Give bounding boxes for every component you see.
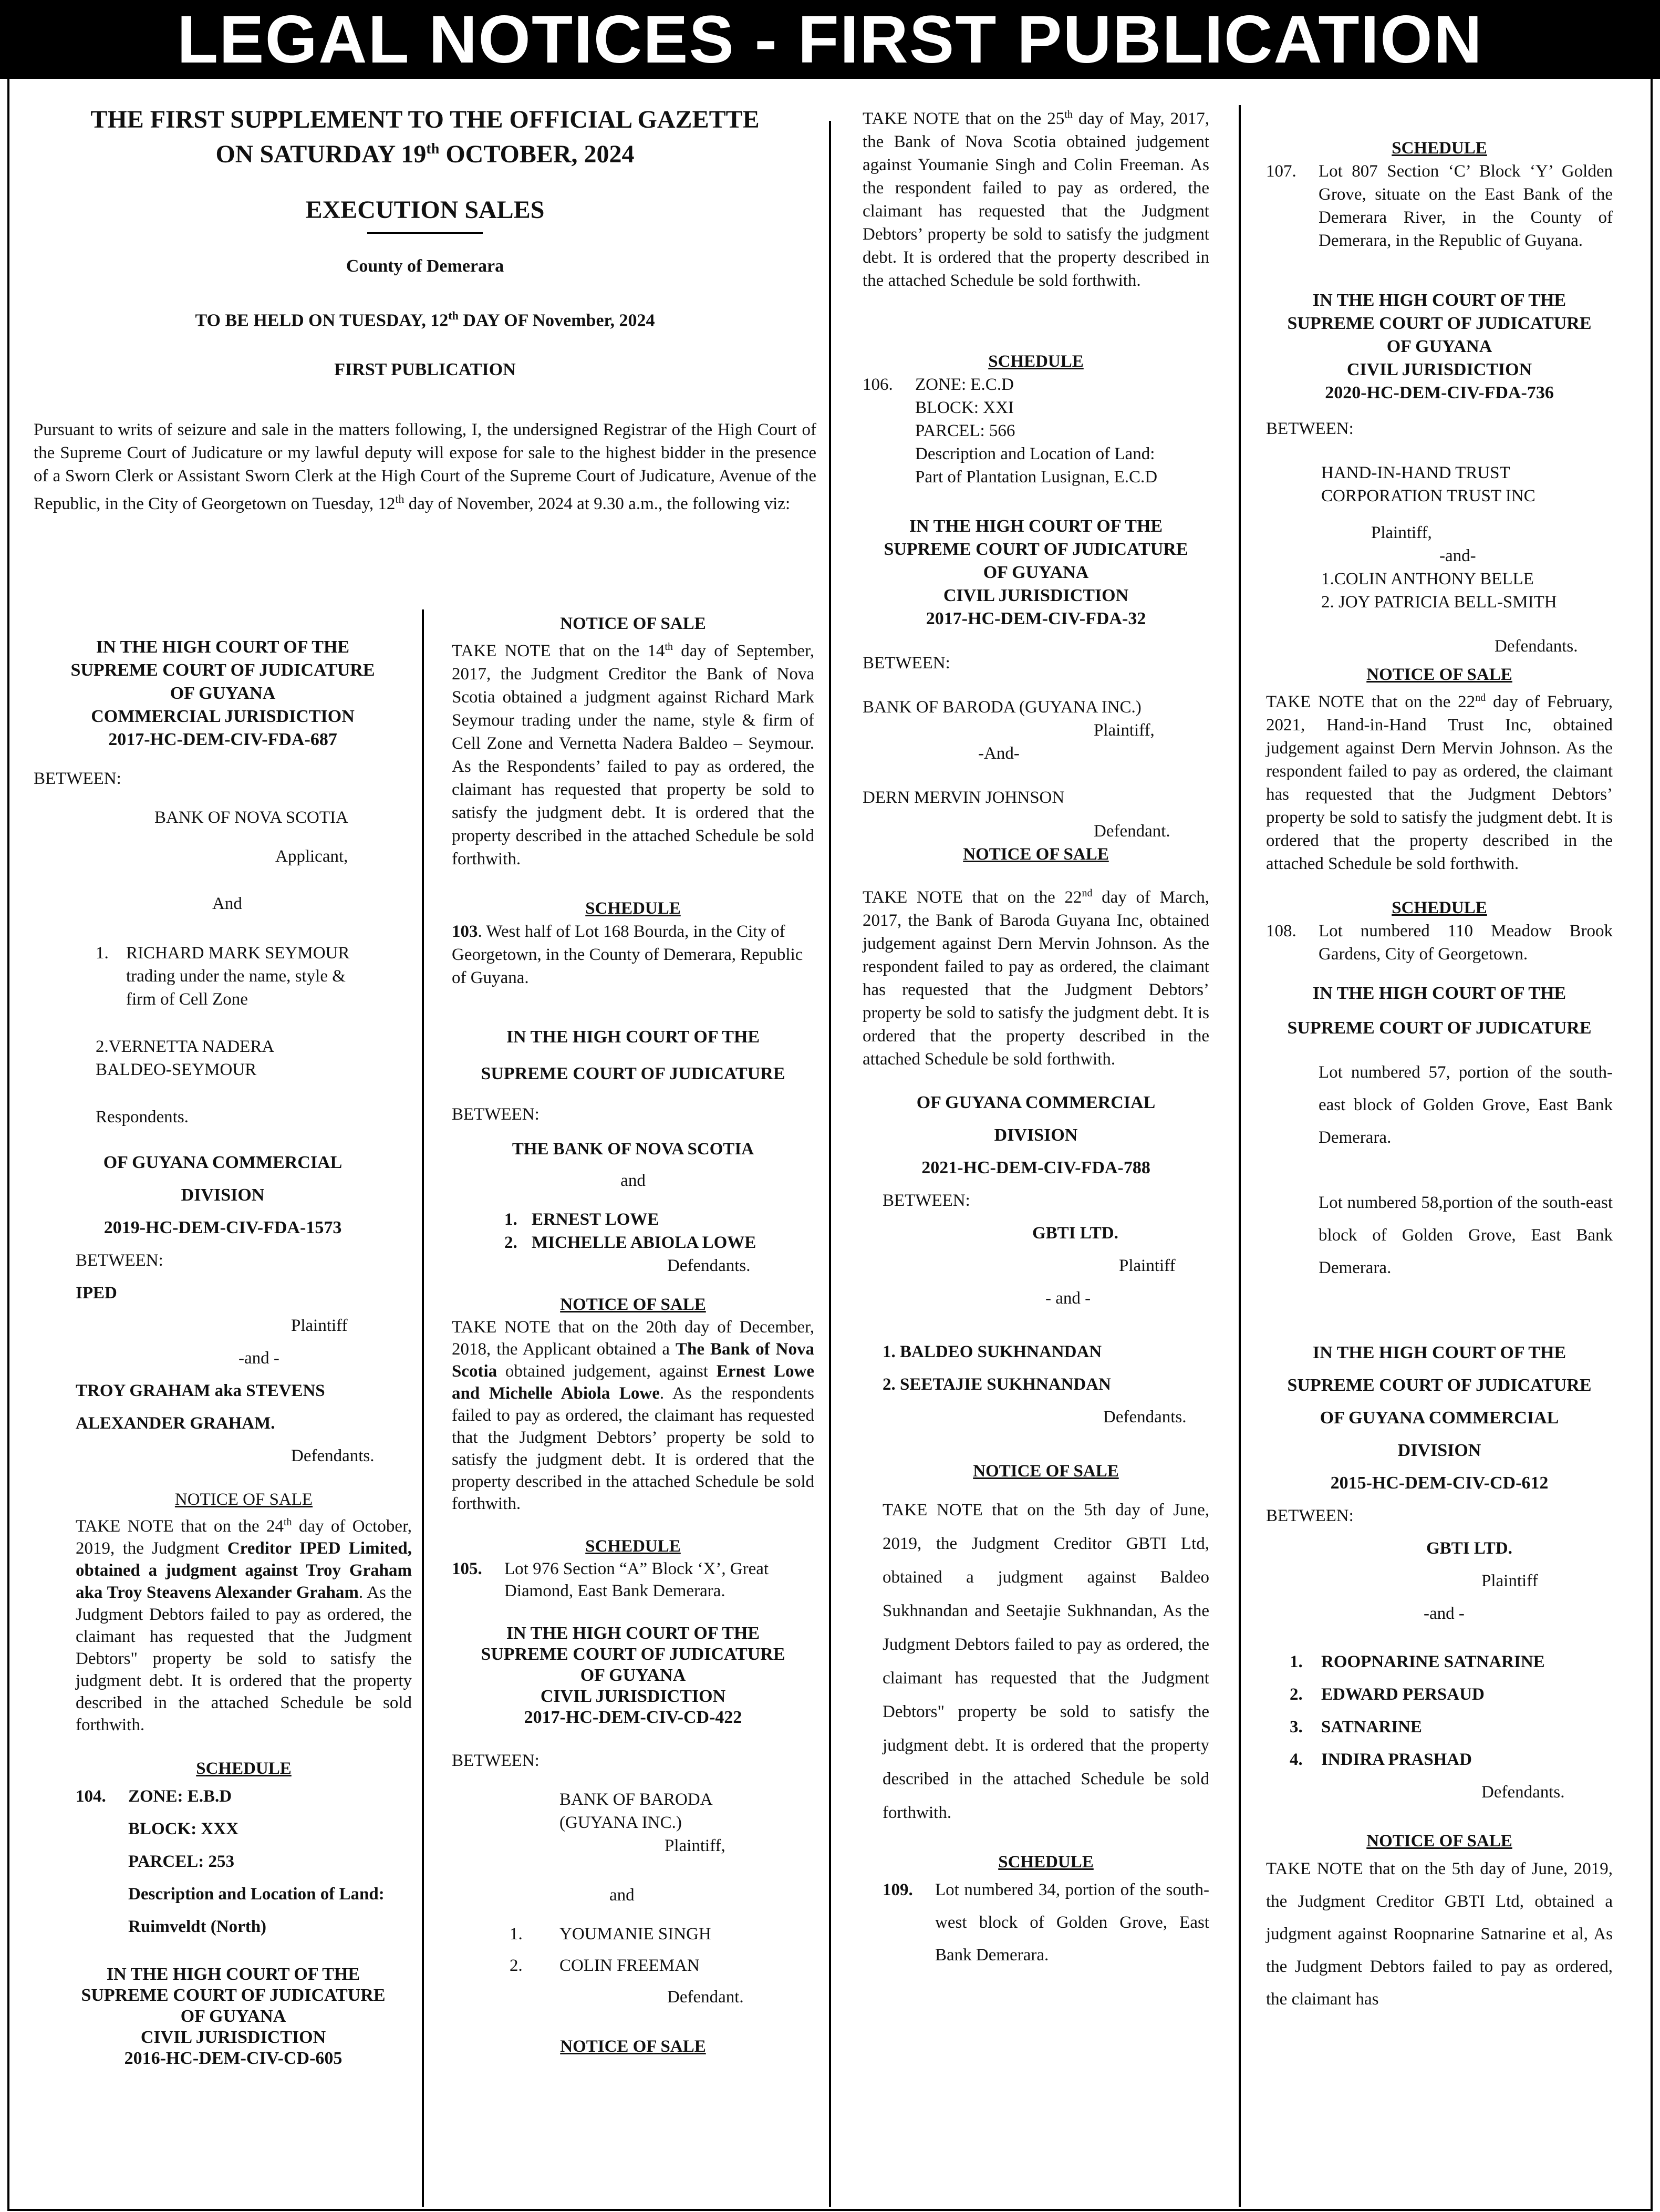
schedule-line: ZONE: E.C.D [915, 375, 1014, 394]
plaintiff-role: Plaintiff, [1371, 523, 1432, 542]
schedule-line: PARCEL: 566 [915, 421, 1015, 440]
defendant-name: DERN MERVIN JOHNSON [863, 788, 1065, 807]
defendant-name: 2. JOY PATRICIA BELL-SMITH [1321, 593, 1557, 612]
schedule-109 [863, 1874, 1209, 1971]
page-banner [0, 0, 1660, 79]
schedule-107 [1266, 160, 1613, 252]
court-line: SUPREME COURT OF JUDICATURE [70, 660, 375, 680]
court-line: DIVISION [994, 1125, 1078, 1145]
respondent-1 [34, 942, 412, 1011]
held-date [34, 304, 816, 332]
notice-sup: th [665, 641, 673, 653]
schedule-text: Lot numbered 34, portion of the south-west block of Golden Grove, East Bank Demerara. [935, 1880, 1209, 1965]
notice-of-sale-title: NOTICE OF SALE [560, 1295, 706, 1314]
between-label: BETWEEN: [883, 1191, 970, 1210]
notice-post: . As the Judgment Debtors failed to pay as ordered, the claimant has requested that the Judgment Debtors" property be sold to satisfy the judgment debt. It is ordered that the property described in the attached Schedule be sold forthwith. [76, 1583, 412, 1734]
column-4 [1266, 137, 1613, 2015]
plaintiff-line: BANK OF BARODA [559, 1790, 713, 1809]
and-label: -And- [978, 744, 1020, 763]
court-line: OF GUYANA COMMERCIAL [916, 1093, 1156, 1112]
schedule-title: SCHEDULE [988, 352, 1084, 371]
defendant-name: 1.COLIN ANTHONY BELLE [1321, 570, 1534, 588]
court-line: IN THE HIGH COURT OF THE [506, 1027, 760, 1047]
court-line: DIVISION [1397, 1441, 1481, 1460]
defendant-number: 2. [1290, 1685, 1303, 1704]
intro-body-pre: Pursuant to writs of seizure and sale in the matters following, I, the undersigned Registrar of the High Court of the Supreme Court of Judicature or my lawful deputy will expose for sale to the highest bidder in the presence of a Sworn Clerk or Assistant Sworn Clerk at the High Court of the Supreme Court of Judicature, Avenue of the Republic, in the City of Georgetown on Tuesday, 12 [34, 420, 816, 514]
plaintiff-name: BANK OF BARODA (GUYANA INC.) [863, 698, 1142, 717]
between-label: BETWEEN: [76, 1251, 163, 1270]
gazette-date-post: OCTOBER, 2024 [439, 140, 635, 168]
column-2 [452, 612, 814, 2058]
defendants-role: Defendants. [1103, 1408, 1187, 1427]
schedule-number: 104. [76, 1787, 106, 1806]
notice-of-sale-body: TAKE NOTE that on the 5th day of June, 2019, the Judgment Creditor GBTI Ltd, obtained a judgment against Roopnarine Satnarine et al, As the Judgment Debtors failed to pay as ordered, the claimant has [1266, 1859, 1613, 2009]
notice-sup: nd [1082, 887, 1093, 899]
court-line: OF GUYANA [180, 2007, 286, 2026]
schedule-number: 107. [1266, 162, 1296, 181]
defendant-name: 1. BALDEO SUKHNANDAN [883, 1342, 1102, 1361]
court-header-1573 [34, 1146, 412, 1244]
lot-57-text: Lot numbered 57, portion of the south-east block of Golden Grove, East Bank Demerara. [1319, 1063, 1613, 1147]
defendant-name: ALEXANDER GRAHAM. [76, 1414, 275, 1433]
defendant-number: 4. [1290, 1750, 1303, 1769]
defendant-name: ROOPNARINE SATNARINE [1321, 1652, 1545, 1671]
schedule-line: ZONE: E.B.D [128, 1787, 232, 1806]
court-line: SUPREME COURT OF JUDICATURE [1287, 1376, 1592, 1395]
court-line: IN THE HIGH COURT OF THE [1312, 984, 1566, 1003]
notice-of-sale-body [34, 1511, 412, 1736]
and-label: and [620, 1171, 646, 1190]
notice-text: . As the respondents failed to pay as ordered, the claimant has requested that the Judgment Debtors’ property be sold to satisfy the judgment debt. It is ordered that the property described in the attached Schedule be sold forthwith. [452, 1384, 814, 1513]
schedule-line: Description and Location of Land: [128, 1885, 385, 1904]
defendant-name: MICHELLE ABIOLA LOWE [532, 1233, 756, 1252]
schedule-104 [34, 1780, 412, 1943]
respondent-line: BALDEO-SEYMOUR [96, 1060, 257, 1079]
respondent-line: firm of Cell Zone [126, 990, 248, 1009]
defendant-name: COLIN FREEMAN [559, 1956, 700, 1975]
case-number: 2017-HC-DEM-CIV-CD-422 [524, 1708, 742, 1727]
defendant-2 [452, 1954, 814, 1977]
column-1 [34, 636, 412, 2069]
court-header-32 [863, 515, 1209, 630]
court-header-736 [1266, 289, 1613, 405]
plaintiff-role: Plaintiff, [1094, 721, 1155, 740]
plaintiff-role: Plaintiff [291, 1316, 348, 1335]
court-header-788 [863, 1087, 1209, 1184]
case-number: 2020-HC-DEM-CIV-FDA-736 [1325, 383, 1554, 402]
notice-of-sale-body [1266, 686, 1613, 875]
plaintiff-line: HAND-IN-HAND TRUST [1321, 463, 1510, 482]
schedule-number: 103 [452, 922, 478, 941]
court-line: DIVISION [181, 1185, 265, 1205]
plaintiff-line: (GUYANA INC.) [559, 1813, 682, 1832]
court-line: OF GUYANA [170, 684, 276, 703]
notice-post: day of February, 2021, Hand-in-Hand Trust Inc, obtained judgement against Dern Mervin Johnson. As the respondent failed to pay as ordered, the claimant has requested that the Judgment Debtors’ property be sold to satisfy the judgment debt. It is ordered that the property described in the attached Schedule be sold forthwith. [1266, 692, 1613, 873]
defendant-item [1266, 1646, 1613, 1678]
respondent-line: RICHARD MARK SEYMOUR [126, 944, 350, 963]
notice-pre: TAKE NOTE that on the 24 [76, 1517, 284, 1536]
notice-post: day of May, 2017, the Bank of Nova Scotia obtained judgement against Youmanie Singh and Colin Freeman. As the respondent failed to pay as ordered, the claimant has requested that the Judgment Debtors’ property be sold to satisfy the judgment debt. It is ordered that the property described in the attached Schedule be sold forthwith. [863, 109, 1209, 290]
case-number: 2017-HC-DEM-CIV-FDA-687 [108, 730, 337, 749]
held-sup: th [448, 309, 459, 322]
notice-of-sale-title: NOTICE OF SALE [560, 614, 706, 633]
defendant-name: ERNEST LOWE [532, 1210, 659, 1229]
notice-of-sale-body [863, 882, 1209, 1071]
case-number: 2016-HC-DEM-CIV-CD-605 [124, 2049, 343, 2068]
gazette-title [34, 105, 816, 169]
plaintiff-block [1266, 461, 1613, 508]
schedule-line: PARCEL: 253 [128, 1852, 234, 1871]
court-line: SUPREME COURT OF JUDICATURE [1287, 314, 1592, 333]
court-line: IN THE HIGH COURT OF THE [909, 516, 1163, 536]
court-line: OF GUYANA [580, 1666, 686, 1685]
schedule-106 [863, 373, 1209, 489]
defendant-item [1266, 1678, 1613, 1711]
case-number: 2021-HC-DEM-CIV-FDA-788 [921, 1158, 1150, 1177]
court-line: IN THE HIGH COURT OF THE [1312, 291, 1566, 310]
intro-paragraph [34, 418, 816, 515]
schedule-title: SCHEDULE [585, 1537, 681, 1556]
schedule-line: BLOCK: XXI [915, 398, 1014, 417]
court-line: OF GUYANA COMMERCIAL [103, 1153, 343, 1172]
intro-section [34, 105, 816, 515]
court-line: IN THE HIGH COURT OF THE [506, 1624, 760, 1643]
notice-of-sale-title: NOTICE OF SALE [174, 1490, 313, 1509]
plaintiff-role: Plaintiff [1481, 1572, 1538, 1590]
schedule-title: SCHEDULE [998, 1853, 1094, 1872]
defendants-role: Defendants. [667, 1256, 751, 1275]
defendant-name: SATNARINE [1321, 1718, 1422, 1736]
plaintiff-name: GBTI LTD. [1426, 1539, 1512, 1558]
and-label: and [609, 1886, 635, 1905]
respondent-line: 2.VERNETTA NADERA [96, 1037, 275, 1056]
column-3 [863, 103, 1209, 1971]
defendants-role: Defendants. [1481, 1783, 1565, 1802]
defendant-item [1266, 1711, 1613, 1743]
publication-label: FIRST PUBLICATION [334, 360, 516, 380]
notice-of-sale-body: TAKE NOTE that on the 5th day of June, 2019, the Judgment Creditor GBTI Ltd, obtained a judgment against Baldeo Sukhnandan and Seetajie Sukhnandan, As the Judgment Debtors failed to pay as ordered, the claimant has requested that the Judgment Debtors" property be sold to satisfy the judgment debt. It is ordered that the property described in the attached Schedule be sold forthwith. [883, 1501, 1209, 1822]
plaintiff-role: Plaintiff [1119, 1256, 1176, 1275]
divider-col3-col4 [1239, 105, 1241, 2207]
schedule-line: Description and Location of Land: [915, 445, 1155, 463]
schedule-105 [452, 1558, 814, 1602]
defendant-name: INDIRA PRASHAD [1321, 1750, 1472, 1769]
between-label: BETWEEN: [34, 769, 121, 788]
banner-title: LEGAL NOTICES - FIRST PUBLICATION [177, 2, 1483, 77]
defendant-role: Defendant. [667, 1988, 744, 2007]
court-line: OF GUYANA COMMERCIAL [1320, 1408, 1559, 1428]
schedule-title: SCHEDULE [196, 1759, 292, 1778]
schedule-text: Lot 976 Section “A” Block ‘X’, Great Diamond, East Bank Demerara. [504, 1559, 769, 1600]
between-label: BETWEEN: [452, 1105, 540, 1124]
notice-of-sale-body [863, 103, 1209, 292]
applicant-role: Applicant, [275, 847, 348, 866]
notice-post: day of September, 2017, the Judgment Creditor the Bank of Nova Scotia obtained a judgment against Richard Mark Seymour trading under the name, style & firm of Cell Zone and Vernetta Nadera Baldeo – Seymour. As the Respondents’ failed to pay as ordered, the claimant has requested that property be sold to satisfy the judgment debt. It is ordered that the property described in the attached Schedule be sold forthwith. [452, 642, 814, 869]
court-line: SUPREME COURT OF JUDICATURE [481, 1064, 785, 1083]
held-post: DAY OF November, 2024 [458, 311, 655, 330]
defendant-name: EDWARD PERSAUD [1321, 1685, 1485, 1704]
court-line: SUPREME COURT OF JUDICATURE [1287, 1018, 1592, 1038]
respondents-role: Respondents. [96, 1108, 189, 1126]
title-rule [367, 232, 483, 234]
schedule-text: Lot numbered 110 Meadow Brook Gardens, City of Georgetown. [1319, 922, 1613, 964]
and-label: -and- [1439, 546, 1476, 565]
notice-sup: th [1064, 109, 1073, 120]
schedule-text: . West half of Lot 168 Bourda, in the City of Georgetown, in the County of Demerara, Republic of Guyana. [452, 922, 803, 987]
gazette-date-sup: th [426, 141, 440, 157]
defendant-role: Defendants. [1495, 637, 1578, 656]
plaintiff-line: CORPORATION TRUST INC [1321, 487, 1536, 505]
defendant-number: 1. [1290, 1652, 1303, 1671]
county-label: County of Demerara [346, 256, 504, 276]
notice-text: obtained judgement, against [497, 1362, 717, 1381]
defendant-1 [452, 1922, 814, 1946]
court-line: CIVIL JURISDICTION [943, 586, 1129, 605]
schedule-line: Part of Plantation Lusignan, E.C.D [915, 468, 1158, 487]
notice-of-sale-body [452, 635, 814, 871]
held-pre: TO BE HELD ON TUESDAY, 12 [195, 311, 449, 330]
schedule-title: SCHEDULE [585, 899, 681, 918]
defendant-role: Defendant. [1094, 822, 1170, 841]
court-line: IN THE HIGH COURT OF THE [106, 1965, 360, 1984]
divider-col2-col3 [829, 121, 831, 2207]
court-line: OF GUYANA [983, 563, 1089, 582]
and-label: - and - [1045, 1289, 1091, 1308]
case-number: 2019-HC-DEM-CIV-FDA-1573 [103, 1218, 342, 1237]
notice-text: TAKE NOTE that on the 20th day of December, 2018, the Applicant obtained a [452, 1318, 814, 1359]
defendant-1 [452, 1208, 814, 1231]
court-line: COMMERCIAL JURISDICTION [91, 707, 355, 726]
applicant-name: BANK OF NOVA SCOTIA [154, 808, 348, 827]
parties-1573 [34, 1244, 412, 1472]
notice-bold: The Bank of Nova Scotia [452, 1340, 814, 1381]
schedule-title: SCHEDULE [1392, 139, 1487, 158]
parties-788 [863, 1184, 1209, 1433]
divider-col1-col2 [422, 609, 424, 2207]
court-header [452, 1019, 814, 1092]
between-label: BETWEEN: [452, 1751, 540, 1770]
defendants-role: Defendants. [291, 1446, 375, 1465]
court-line: SUPREME COURT OF JUDICATURE [81, 1986, 386, 2005]
case-number: 2017-HC-DEM-CIV-FDA-32 [926, 609, 1146, 628]
intro-body-post: day of November, 2024 at 9.30 a.m., the following viz: [404, 494, 791, 514]
intro-body-sup: th [395, 492, 404, 506]
schedule-text: Lot 807 Section ‘C’ Block ‘Y’ Golden Grove, situate on the East Bank of the Demerara River, in the County of Demerara, in the Republic of Guyana. [1319, 162, 1613, 250]
defendant-name: YOUMANIE SINGH [559, 1925, 711, 1944]
defendant-name: 2. SEETAJIE SUKHNANDAN [883, 1375, 1111, 1394]
and-label: -and - [1424, 1604, 1465, 1623]
notice-of-sale-title: NOTICE OF SALE [560, 2037, 706, 2056]
plaintiff-name: GBTI LTD. [1032, 1224, 1118, 1243]
notice-post: day of March, 2017, the Bank of Baroda Guyana Inc, obtained judgement against Dern Mervin Johnson. As the respondent failed to pay as ordered, the claimant has requested that the Judgment Debtors’ property be sold to satisfy the judgment debt. It is ordered that the property described in the attached Schedule be sold forthwith. [863, 888, 1209, 1069]
court-line: CIVIL JURISDICTION [540, 1687, 726, 1706]
between-label: BETWEEN: [1266, 1506, 1354, 1525]
schedule-number: 109. [883, 1880, 913, 1899]
court-header-612 [1266, 1337, 1613, 1500]
and-label: And [212, 894, 242, 913]
court-line: CIVIL JURISDICTION [1346, 360, 1532, 379]
court-line: IN THE HIGH COURT OF THE [1312, 1343, 1566, 1362]
schedule-103 [452, 920, 814, 989]
notice-bold: Creditor IPED Limited, obtained a judgment against Troy Graham aka Troy Steavens Alexander Graham [76, 1539, 412, 1602]
schedule-number: 108. [1266, 922, 1296, 940]
notice-of-sale-title: NOTICE OF SALE [963, 845, 1109, 864]
lot-58-text: Lot numbered 58,portion of the south-east block of Golden Grove, East Bank Demerara. [1319, 1193, 1613, 1277]
parties-612 [1266, 1500, 1613, 1808]
court-header [1266, 976, 1613, 1046]
defendant-number: 3. [1290, 1718, 1303, 1736]
gazette-date-pre: ON SATURDAY 19 [215, 140, 427, 168]
notice-pre: TAKE NOTE that on the 22 [863, 888, 1082, 907]
notice-pre: TAKE NOTE that on the 22 [1266, 692, 1476, 711]
plaintiff-name: THE BANK OF NOVA SCOTIA [512, 1140, 754, 1159]
plaintiff-name: IPED [76, 1284, 117, 1303]
schedule-number: 106. [863, 375, 893, 394]
notice-mid: day of October, 2019, the Judgment [76, 1517, 412, 1558]
respondent-2 [34, 1035, 412, 1081]
schedule-title: SCHEDULE [1392, 898, 1487, 917]
between-label: BETWEEN: [863, 654, 950, 673]
court-header-687 [34, 636, 412, 751]
plaintiff-block [452, 1788, 814, 1857]
execution-sales-title: EXECUTION SALES [305, 196, 545, 224]
court-line: SUPREME COURT OF JUDICATURE [481, 1645, 785, 1664]
respondent-line: trading under the name, style & [126, 967, 346, 986]
case-number: 2015-HC-DEM-CIV-CD-612 [1330, 1473, 1549, 1493]
court-line: SUPREME COURT OF JUDICATURE [884, 540, 1188, 559]
schedule-number: 105. [452, 1559, 482, 1578]
notice-of-sale-title: NOTICE OF SALE [973, 1462, 1119, 1481]
notice-sup: th [283, 1516, 292, 1528]
court-header-605 [34, 1964, 412, 2069]
defendant-number: 1. [510, 1925, 523, 1944]
schedule-108 [1266, 919, 1613, 966]
schedule-line: Ruimveldt (North) [128, 1917, 267, 1936]
notice-sup: nd [1475, 692, 1486, 704]
plaintiff-role: Plaintiff, [665, 1836, 725, 1855]
gazette-line-1: THE FIRST SUPPLEMENT TO THE OFFICIAL GAZETTE [90, 106, 760, 133]
notice-of-sale-title: NOTICE OF SALE [1366, 665, 1512, 684]
defendant-number: 1. [504, 1210, 517, 1229]
defendant-item [1266, 1743, 1613, 1776]
defendant-name: TROY GRAHAM aka STEVENS [76, 1381, 325, 1400]
notice-of-sale-body [452, 1316, 814, 1515]
court-line: IN THE HIGH COURT OF THE [96, 637, 350, 657]
defendant-number: 2. [504, 1233, 517, 1252]
between-label: BETWEEN: [1266, 419, 1354, 438]
defendant-2 [452, 1231, 814, 1254]
gazette-line-2 [34, 135, 816, 169]
court-line: OF GUYANA [1386, 337, 1492, 356]
court-header-422 [452, 1623, 814, 1728]
notice-of-sale-title: NOTICE OF SALE [1366, 1832, 1512, 1851]
court-line: CIVIL JURISDICTION [140, 2028, 326, 2047]
notice-pre: TAKE NOTE that on the 25 [863, 109, 1065, 128]
notice-pre: TAKE NOTE that on the 14 [452, 642, 665, 660]
and-label: -and - [238, 1349, 279, 1368]
defendant-number: 2. [510, 1956, 523, 1975]
schedule-line: BLOCK: XXX [128, 1820, 238, 1838]
respondent-number: 1. [96, 944, 109, 963]
notice-bold: Ernest Lowe and Michelle Abiola Lowe [452, 1362, 814, 1403]
